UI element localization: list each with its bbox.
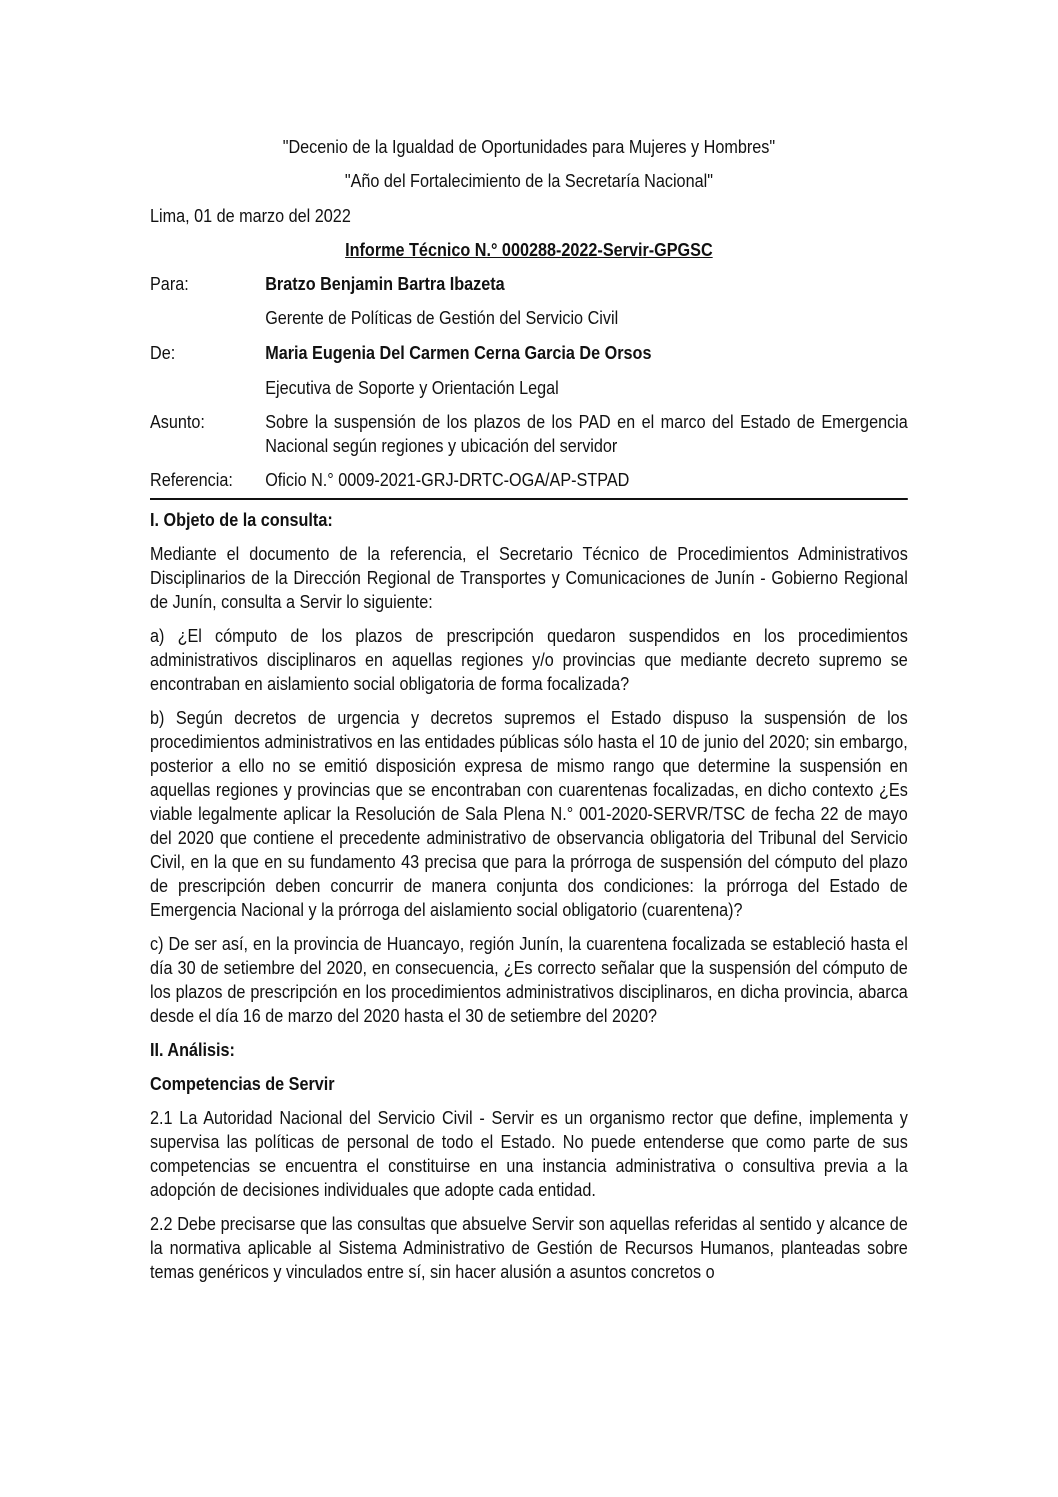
memo-from-role: Ejecutiva de Soporte y Orientación Legal — [265, 378, 559, 398]
question-b: b) Según decretos de urgencia y decretos supremos el Estado dispuso la suspensión de los procedimientos administrativos en las entidades públicas sólo hasta el 10 de junio del 2020; sin embargo, posterior a ello no se emitió disposición expresa de mismo rango que determine la suspensión en aquellas regiones y provincias que se encontraban con cuarentenas focalizadas, en dicho contexto ¿Es viable legalmente aplicar la Resolución de Sala Plena N.° 001-2020-SERVR/TSC de fecha 22 de mayo del 2020 que contiene el precedente administrativo de observancia obligatoria del Tribunal del Servicio Civil, en la que en su fundamento 43 precisa que para la prórroga de suspensión del cómputo del plazo de prescripción deben concurrir de manera conjunta dos condiciones: la prórroga del Estado de Emergencia Nacional y la prórroga del aislamiento social obligatorio (cuarentena)? — [150, 708, 908, 920]
memo-from-name: Maria Eugenia Del Carmen Cerna Garcia De Orsos — [265, 343, 652, 363]
memo-reference-label: Referencia: — [150, 470, 233, 490]
memo-reference: Oficio N.° 0009-2021-GRJ-DRTC-OGA/AP-STPAD — [265, 470, 630, 490]
memo-reference-row — [150, 468, 908, 492]
question-a: a) ¿El cómputo de los plazos de prescripción quedaron suspendidos en los procedimientos administrativos disciplinaros en aquellas regiones y/o provincias que mediante decreto supremo se encontraban en aislamiento social obligatoria de forma focalizada? — [150, 626, 908, 694]
memo-to-name: Bratzo Benjamin Bartra Ibazeta — [265, 274, 505, 294]
year-motto: "Año del Fortalecimiento de la Secretaría Nacional" — [344, 171, 713, 191]
memo-subject-label: Asunto: — [150, 412, 205, 432]
memo-subject-row — [150, 410, 908, 458]
memo-to-role: Gerente de Políticas de Gestión del Servicio Civil — [265, 308, 619, 328]
memo-from-label: De: — [150, 343, 176, 363]
paragraph-2-1: 2.1 La Autoridad Nacional del Servicio Civil - Servir es un organismo rector que define, implementa y supervisa las políticas de personal de todo el Estado. No puede entenderse que como parte de sus competencias se encuentra el constituirse en una instancia administrativa o consultiva previa a la adopción de decisiones individuales que adopte cada entidad. — [150, 1108, 908, 1200]
memo-subject: Sobre la suspensión de los plazos de los PAD en el marco del Estado de Emergencia Nacional según regiones y ubicación del servidor — [265, 412, 908, 456]
section-1-title: I. Objeto de la consulta: — [150, 510, 333, 530]
document-date: Lima, 01 de marzo del 2022 — [150, 206, 351, 226]
memo-to-row — [150, 272, 908, 296]
section-2-subheading: Competencias de Servir — [150, 1074, 335, 1094]
section-2-title: II. Análisis: — [150, 1040, 235, 1060]
report-title: Informe Técnico N.° 000288-2022-Servir-GPGSC — [345, 240, 713, 260]
memo-to-label: Para: — [150, 274, 189, 294]
header-divider — [150, 498, 908, 500]
memo-from-row — [150, 341, 908, 365]
paragraph-2-2: 2.2 Debe precisarse que las consultas que absuelve Servir son aquellas referidas al sentido y alcance de la normativa aplicable al Sistema Administrativo de Gestión de Recursos Humanos, planteadas sobre temas genéricos y vinculados entre sí, sin hacer alusión a asuntos concretos o — [150, 1214, 908, 1282]
section-1-intro: Mediante el documento de la referencia, el Secretario Técnico de Procedimientos Administrativos Disciplinarios de la Dirección Regional de Transportes y Comunicaciones de Junín - Gobierno Regional de Junín, consulta a Servir lo siguiente: — [150, 544, 908, 612]
decade-motto: "Decenio de la Igualdad de Oportunidades para Mujeres y Hombres" — [282, 137, 776, 157]
question-c: c) De ser así, en la provincia de Huancayo, región Junín, la cuarentena focalizada se estableció hasta el día 30 de setiembre del 2020, en consecuencia, ¿Es correcto señalar que la suspensión del cómputo de los plazos de prescripción en los procedimientos administrativos disciplinaros, en dicha provincia, abarca desde el día 16 de marzo del 2020 hasta el 30 de setiembre del 2020? — [150, 934, 908, 1026]
document-body — [150, 135, 908, 1294]
memo-to-role-row — [150, 306, 908, 330]
memo-from-role-row — [150, 376, 908, 400]
